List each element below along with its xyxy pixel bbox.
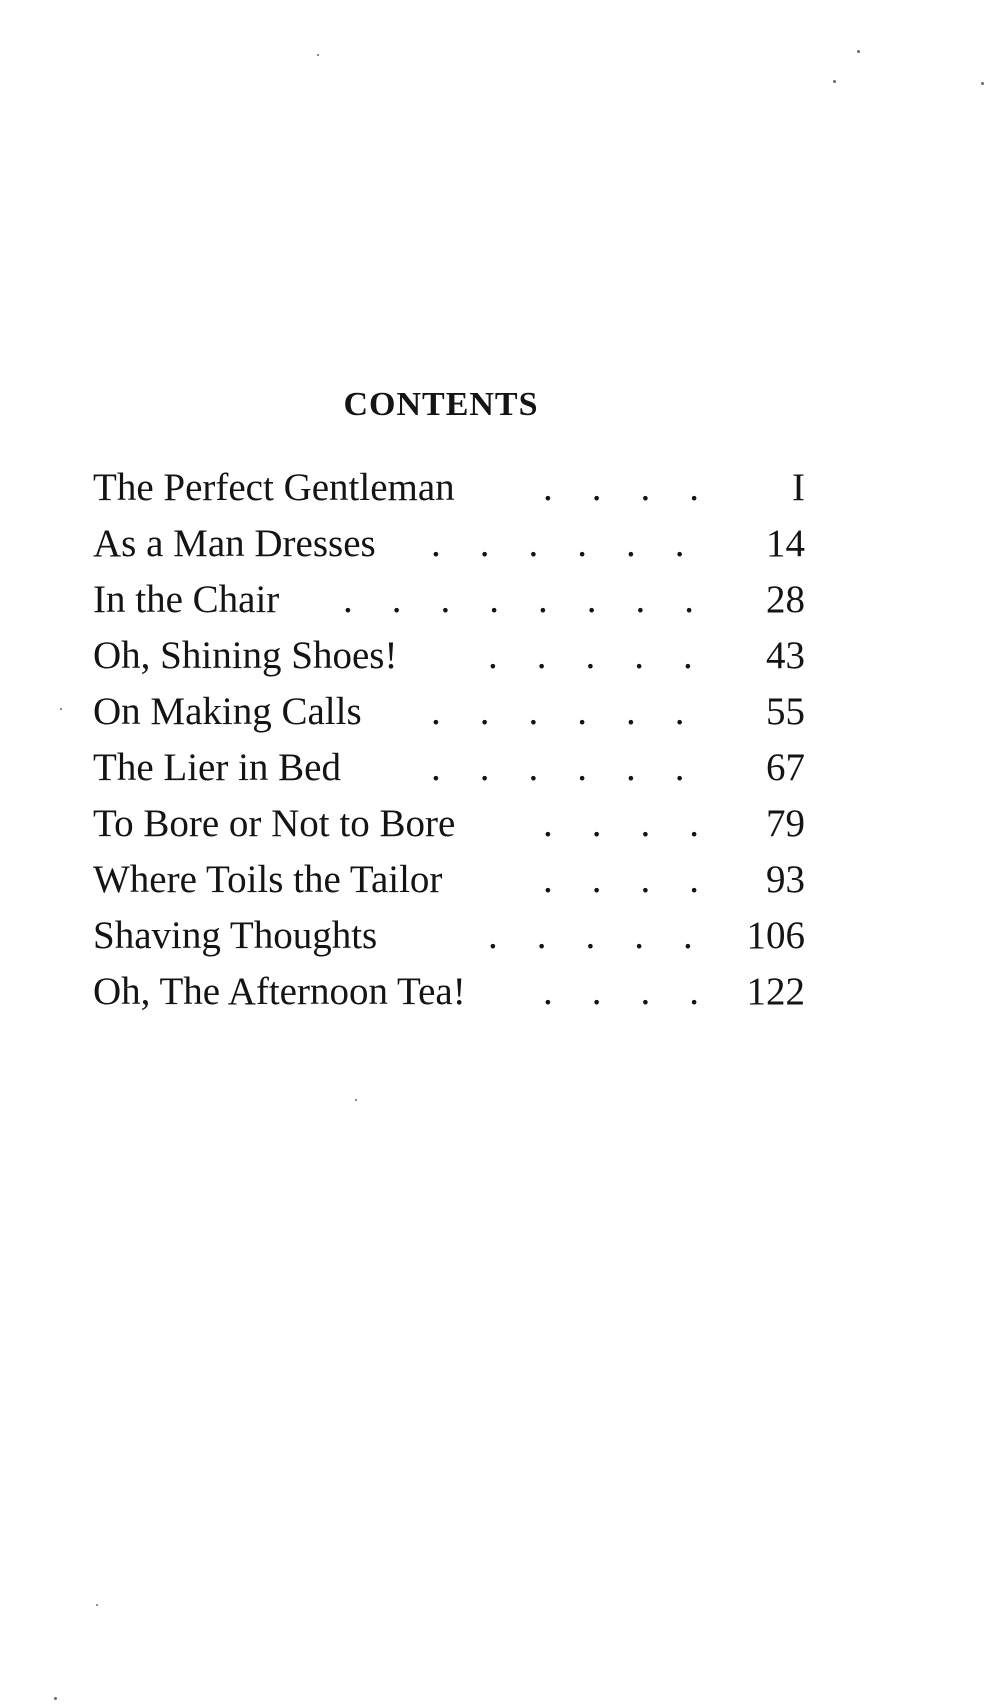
scan-speck [54, 1697, 57, 1700]
dot-leader: . . . . [543, 466, 699, 509]
toc-entry [93, 628, 805, 684]
toc-entry-title: Where Toils the Tailor [93, 858, 443, 901]
dot-leader: . . . . [543, 970, 699, 1013]
toc-entry-page: 67 [766, 746, 805, 789]
dot-leader: . . . . [543, 858, 699, 901]
scan-speck [317, 54, 319, 56]
dot-leader: . . . . . . [431, 746, 685, 789]
dot-leader: . . . . . [488, 634, 693, 677]
table-of-contents [93, 460, 805, 1020]
toc-entry [93, 796, 805, 852]
dot-leader: . . . . [543, 802, 699, 845]
scan-speck [355, 1099, 357, 1101]
toc-entry-title: On Making Calls [93, 690, 362, 733]
toc-entry-title: Shaving Thoughts [93, 914, 378, 957]
scan-speck [857, 50, 860, 53]
toc-entry [93, 964, 805, 1020]
dot-leader: . . . . . . [431, 522, 685, 565]
contents-heading: CONTENTS [343, 386, 539, 423]
toc-entry-title: As a Man Dresses [93, 522, 376, 565]
toc-entry-page: 79 [766, 802, 805, 845]
toc-entry [93, 572, 805, 628]
toc-entry-title: The Perfect Gentleman [93, 466, 455, 509]
toc-entry [93, 908, 805, 964]
toc-entry-title: Oh, Shining Shoes! [93, 634, 398, 677]
toc-entry-page: 55 [766, 690, 805, 733]
scan-speck [60, 708, 62, 710]
toc-entry-title: The Lier in Bed [93, 746, 341, 789]
scan-speck [96, 1604, 98, 1606]
toc-entry [93, 516, 805, 572]
toc-entry-page: I [792, 466, 805, 509]
toc-entry-page: 122 [746, 970, 805, 1013]
toc-entry [93, 852, 805, 908]
dot-leader: . . . . . . . . [343, 578, 694, 621]
toc-entry [93, 740, 805, 796]
toc-entry-title: To Bore or Not to Bore [93, 802, 456, 845]
toc-entry-title: Oh, The Afternoon Tea! [93, 970, 466, 1013]
toc-entry-page: 106 [746, 914, 805, 957]
toc-entry-page: 43 [766, 634, 805, 677]
toc-entry [93, 460, 805, 516]
toc-entry-page: 14 [766, 522, 805, 565]
toc-entry-title: In the Chair [93, 578, 280, 621]
toc-entry-page: 28 [766, 578, 805, 621]
dot-leader: . . . . . . [431, 690, 685, 733]
toc-entry [93, 684, 805, 740]
scan-speck [981, 82, 984, 85]
dot-leader: . . . . . [488, 914, 693, 957]
scan-speck [833, 80, 836, 83]
toc-entry-page: 93 [766, 858, 805, 901]
